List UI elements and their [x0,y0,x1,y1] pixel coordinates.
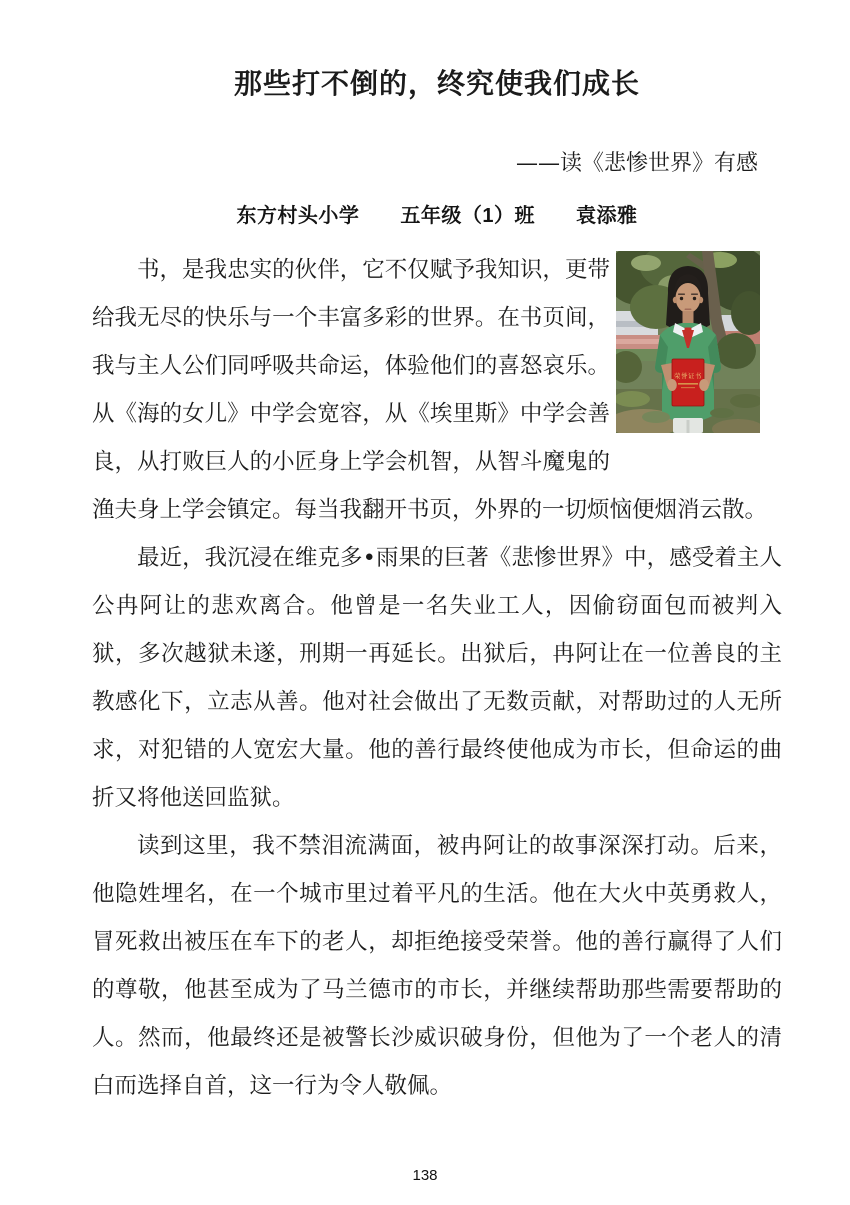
essay-title: 那些打不倒的，终究使我们成长 [233,67,640,100]
student-photo-image [616,251,760,433]
essay-body [92,246,782,1110]
essay-subtitle: ——读《悲惨世界》有感 [515,151,758,176]
essay-paragraph-1: 书，是我忠实的伙伴，它不仅赋予我知识，更带给我无尽的快乐与一个丰富多彩的世界。在书页间，我与主人公们同呼吸共命运，体验他们的喜怒哀乐。从《海的女儿》中学会宽容，从《埃里斯》中学会善良，从打败巨人的小匠身上学会机智，从智斗魔鬼的渔夫身上学会镇定。每当我翻开书页，外界的一切烦恼便烟消云散。 [92,257,768,523]
essay-paragraph-2: 最近，我沉浸在维克多•雨果的巨著《悲惨世界》中，感受着主人公冉阿让的悲欢离合。他曾是一名失业工人，因偷窃面包而被判入狱，多次越狱未遂，刑期一再延长。出狱后，冉阿让在一位善良的主教感化下，立志从善。他对社会做出了无数贡献，对帮助过的人无所求，对犯错的人宽宏大量。他的善行最终使他成为市长，但命运的曲折又将他送回监狱。 [92,545,782,811]
certificate-title-text: 荣誉证书 [674,372,702,380]
student-photo [616,251,760,433]
page-number: 138 [412,1167,438,1184]
essay-paragraph-3: 读到这里，我不禁泪流满面，被冉阿让的故事深深打动。后来，他隐姓埋名，在一个城市里过着平凡的生活。他在大火中英勇救人，冒死救出被压在车下的老人，却拒绝接受荣誉。他的善行赢得了人们的尊敬，他甚至成为了马兰德市的市长，并继续帮助那些需要帮助的人。然而，他最终还是被警长沙威识破身份，但他为了一个老人的清白而选择自首，这一行为令人敬佩。 [92,833,782,1099]
essay-byline: 东方村头小学 五年级（1）班 袁添雅 [236,205,638,227]
